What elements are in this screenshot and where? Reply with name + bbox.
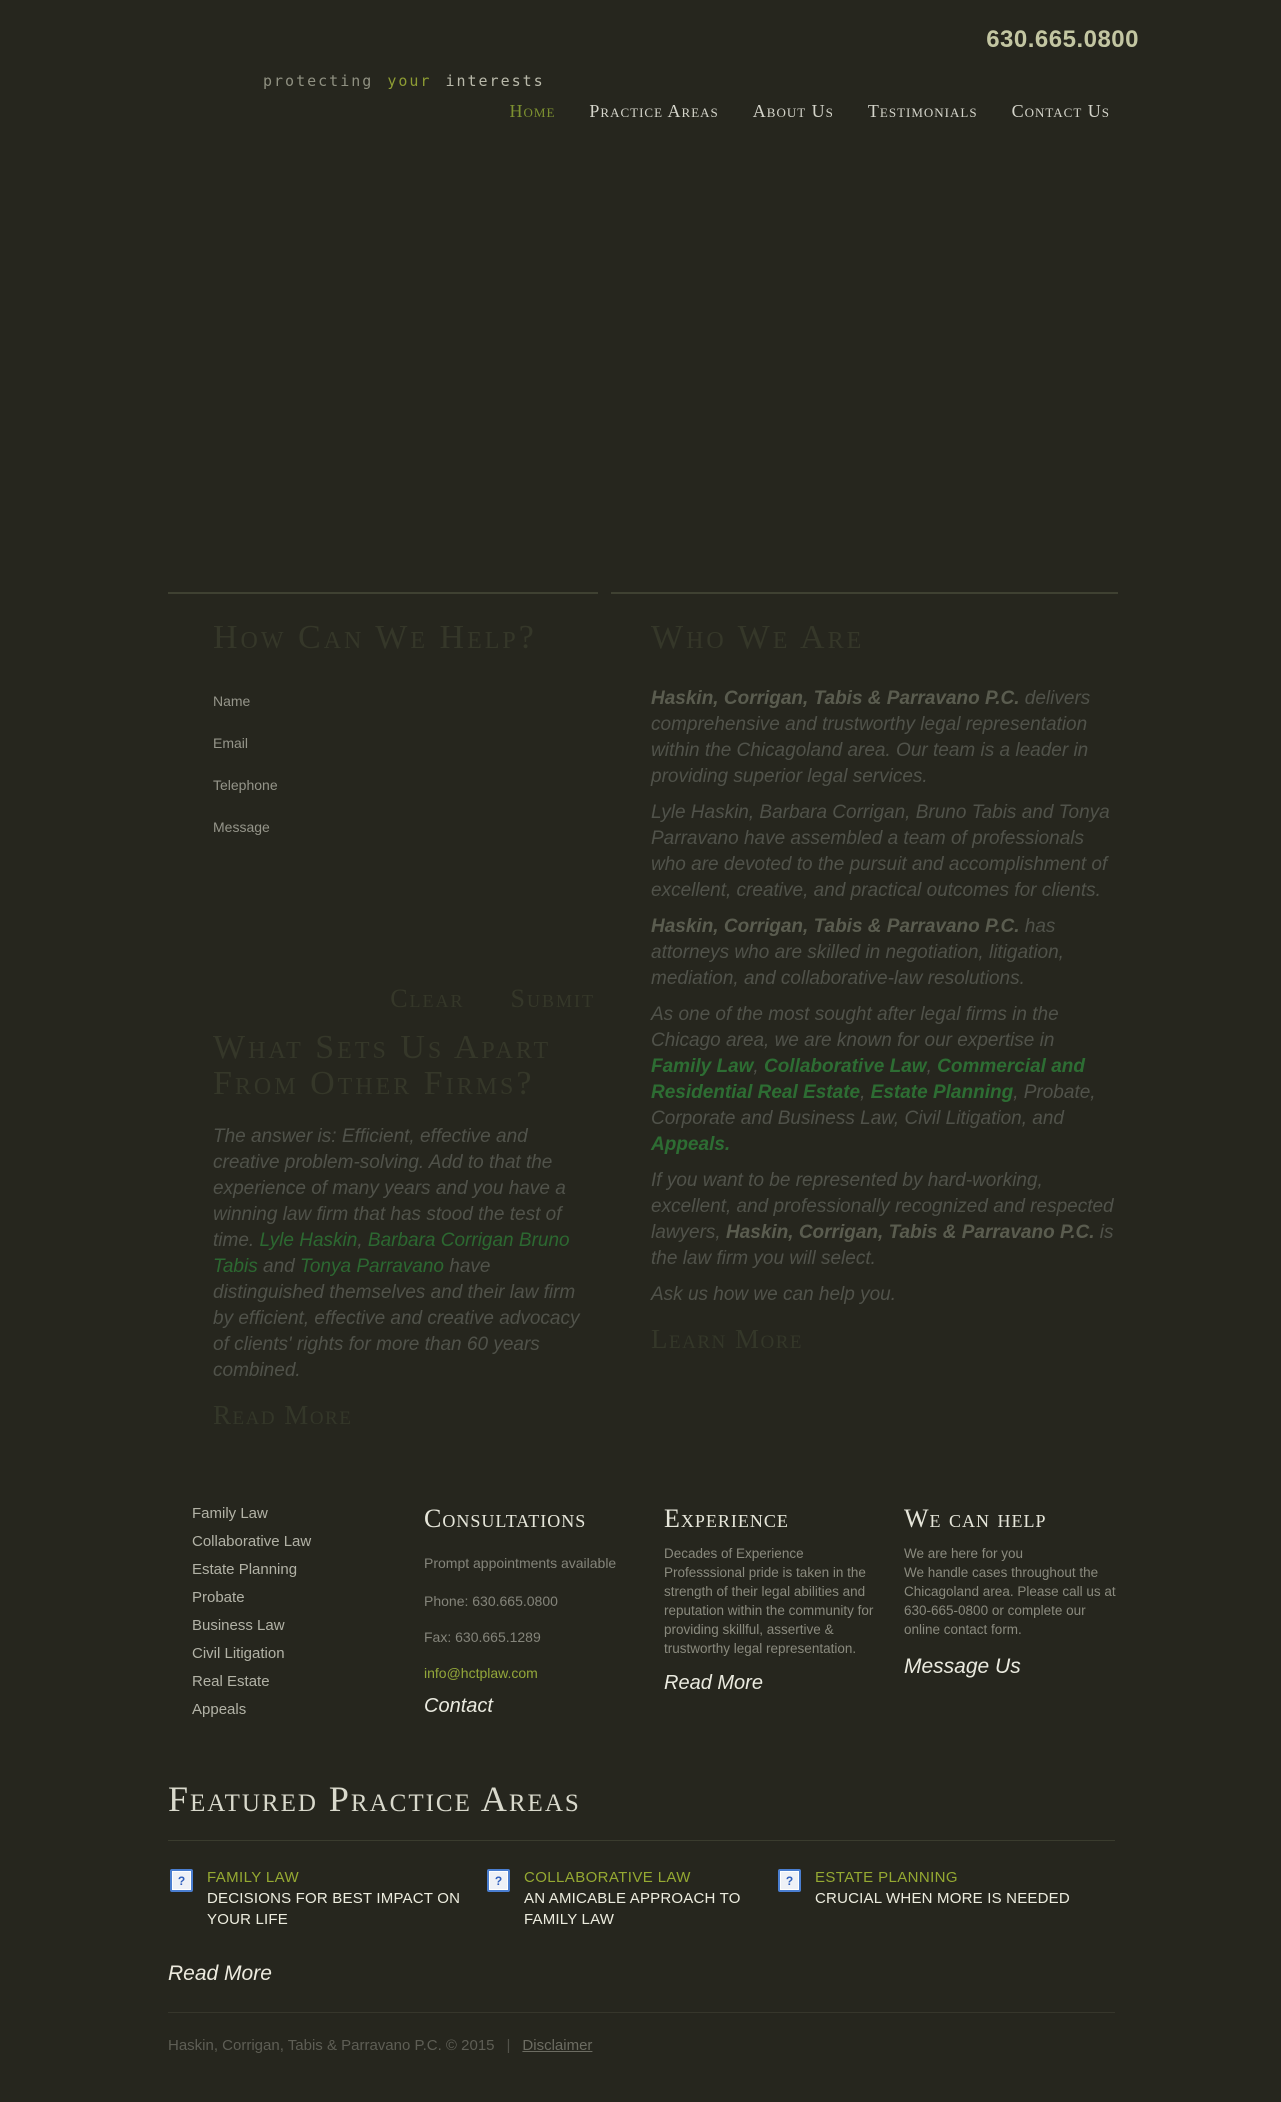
we-can-help-body: We handle cases throughout the Chicagoland area. Please call us at 630-665-0800 or complete our online contact form. bbox=[904, 1565, 1116, 1637]
tagline-word-2: your bbox=[387, 72, 432, 90]
nav-item-home[interactable]: Home bbox=[509, 101, 556, 121]
featured-item-text bbox=[207, 1867, 485, 1930]
footer-link-business-law[interactable]: Business Law bbox=[192, 1617, 285, 1634]
message-label: Message bbox=[213, 819, 270, 835]
lyle-haskin-link[interactable]: Lyle Haskin bbox=[259, 1230, 358, 1251]
family-law-link[interactable]: Family Law bbox=[651, 1056, 754, 1077]
experience-line-1: Decades of Experience bbox=[664, 1546, 804, 1561]
experience-body: Professsional pride is taken in the strength of their legal abilities and reputation within the community for providing skillful, assertive & trustworthy legal representation. bbox=[664, 1565, 874, 1656]
who-paragraph-6 bbox=[651, 1282, 1117, 1308]
left-column-divider bbox=[168, 592, 598, 594]
contact-form-column bbox=[168, 592, 598, 1431]
email-link[interactable]: info@hctplaw.com bbox=[424, 1665, 538, 1681]
text-segment: is the law firm you will select. bbox=[651, 1222, 1114, 1269]
nav-item-practice-areas[interactable]: Practice Areas bbox=[589, 101, 719, 121]
featured-item-text bbox=[524, 1867, 759, 1930]
help-form-title: How Can We Help? bbox=[213, 619, 537, 656]
text-segment: Haskin, Corrigan, Tabis & Parravano P.C. bbox=[651, 688, 1020, 709]
consultations-line: Prompt appointments available bbox=[424, 1555, 617, 1571]
name-field bbox=[213, 692, 595, 734]
experience-read-more-link[interactable]: Read More bbox=[664, 1672, 763, 1694]
barbara-corrigan-bruno-tabis-link[interactable]: Barbara Corrigan Bruno Tabis bbox=[213, 1230, 570, 1277]
consultations-fax: Fax: 630.665.1289 bbox=[424, 1629, 541, 1645]
what-sets-us-apart-paragraph bbox=[213, 1124, 595, 1384]
featured-item-title[interactable]: ESTATE PLANNING bbox=[815, 1869, 958, 1886]
email-label: Email bbox=[213, 735, 249, 751]
featured-item-subtitle: DECISIONS FOR BEST IMPACT ON YOUR LIFE bbox=[207, 1890, 461, 1928]
real-estate-link[interactable]: Commercial and Residential Real Estate bbox=[651, 1056, 1085, 1103]
footer-we-can-help-column bbox=[904, 1500, 1114, 1724]
copyright-text: Haskin, Corrigan, Tabis & Parravano P.C. © 2015 bbox=[168, 2037, 495, 2054]
who-we-are-column bbox=[611, 592, 1118, 1431]
featured-item-title[interactable]: COLLABORATIVE LAW bbox=[524, 1869, 691, 1886]
text-segment: have distinguished themselves and their law firm by efficient, effective and creative advocacy of clients' rights for more than 60 years combined. bbox=[213, 1256, 580, 1381]
email-input[interactable] bbox=[213, 754, 595, 776]
text-segment: Haskin, Corrigan, Tabis & Parravano P.C. bbox=[651, 916, 1020, 937]
tagline bbox=[263, 72, 545, 90]
footer-link-appeals[interactable]: Appeals bbox=[192, 1701, 247, 1718]
message-us-link[interactable]: Message Us bbox=[904, 1655, 1021, 1678]
footer-practice-links bbox=[192, 1500, 424, 1724]
footer-link-probate[interactable]: Probate bbox=[192, 1589, 245, 1606]
who-paragraph-5 bbox=[651, 1168, 1117, 1272]
featured-item-collaborative-law[interactable] bbox=[485, 1867, 776, 1930]
we-can-help-title: We can help bbox=[904, 1504, 1047, 1533]
who-learn-more-link[interactable]: Learn More bbox=[651, 1324, 803, 1354]
text-segment: , bbox=[357, 1230, 368, 1251]
main-content bbox=[168, 592, 1118, 1431]
telephone-label: Telephone bbox=[213, 777, 278, 793]
broken-image-icon bbox=[778, 1869, 801, 1892]
who-paragraph-2 bbox=[651, 800, 1117, 904]
tagline-word-1: protecting bbox=[263, 72, 374, 90]
who-paragraph-4 bbox=[651, 1002, 1117, 1158]
telephone-field bbox=[213, 776, 595, 818]
footer-link-civil-litigation[interactable]: Civil Litigation bbox=[192, 1645, 285, 1662]
broken-image-icon bbox=[170, 1869, 193, 1892]
nav-item-about-us[interactable]: About Us bbox=[752, 101, 834, 121]
contact-link[interactable]: Contact bbox=[424, 1695, 493, 1717]
featured-top-divider bbox=[168, 1840, 1115, 1841]
who-we-are-title: Who We Are bbox=[651, 619, 865, 656]
who-paragraph-1 bbox=[651, 686, 1117, 790]
footer bbox=[168, 1500, 1138, 1724]
tonya-parravano-link[interactable]: Tonya Parravano bbox=[299, 1256, 444, 1277]
form-buttons bbox=[213, 984, 595, 1014]
text-segment: If you want to be represented by hard-working, excellent, and professionally recognized and respected lawyers, bbox=[651, 1170, 1114, 1243]
main-nav bbox=[510, 101, 1110, 122]
featured-item-text bbox=[815, 1867, 1115, 1909]
text-segment: and bbox=[257, 1256, 300, 1277]
disclaimer-link[interactable]: Disclaimer bbox=[522, 2037, 593, 2054]
text-segment: , bbox=[926, 1056, 938, 1077]
featured-practice-areas-section bbox=[168, 1780, 1115, 2054]
footer-link-collaborative-law[interactable]: Collaborative Law bbox=[192, 1533, 312, 1550]
text-segment: , bbox=[753, 1056, 764, 1077]
text-segment: , bbox=[860, 1082, 871, 1103]
footer-link-real-estate[interactable]: Real Estate bbox=[192, 1673, 270, 1690]
appeals-link[interactable]: Appeals. bbox=[651, 1134, 731, 1155]
header-phone-number: 630.665.0800 bbox=[986, 26, 1139, 53]
clear-button[interactable]: Clear bbox=[390, 984, 465, 1013]
we-can-help-text bbox=[904, 1544, 1120, 1639]
right-column-divider bbox=[611, 592, 1118, 594]
hero-region bbox=[0, 135, 1281, 585]
featured-item-title[interactable]: FAMILY LAW bbox=[207, 1869, 300, 1886]
text-segment: has attorneys who are skilled in negotiation, litigation, mediation, and collaborative-law resolutions. bbox=[651, 916, 1064, 989]
email-field bbox=[213, 734, 595, 776]
footer-link-estate-planning[interactable]: Estate Planning bbox=[192, 1561, 298, 1578]
text-segment: , Probate, Corporate and Business Law, Civil Litigation, and bbox=[651, 1082, 1096, 1129]
nav-item-contact-us[interactable]: Contact Us bbox=[1011, 101, 1110, 121]
telephone-input[interactable] bbox=[213, 796, 595, 818]
featured-item-subtitle: CRUCIAL WHEN MORE IS NEEDED bbox=[815, 1890, 1070, 1907]
submit-button[interactable]: Submit bbox=[510, 984, 595, 1013]
featured-item-family-law[interactable] bbox=[168, 1867, 485, 1930]
featured-read-more-link[interactable]: Read More bbox=[168, 1962, 272, 1985]
experience-text bbox=[664, 1544, 880, 1658]
what-sets-us-apart-title: What Sets Us Apart From Other Firms? bbox=[213, 1029, 552, 1102]
message-input[interactable] bbox=[213, 838, 595, 978]
text-segment: Ask us how we can help you. bbox=[651, 1284, 897, 1305]
text-segment: Haskin, Corrigan, Tabis & Parravano P.C. bbox=[725, 1222, 1095, 1243]
consultations-phone: Phone: 630.665.0800 bbox=[424, 1593, 558, 1609]
broken-image-icon bbox=[487, 1869, 510, 1892]
contact-form bbox=[213, 692, 595, 1014]
text-segment: The answer is: Efficient, effective and creative problem-solving. Add to that the experience of many years and you have a winning law firm that has stood the test of time. bbox=[213, 1126, 566, 1251]
footer-consultations-column bbox=[424, 1500, 664, 1724]
footer-link-family-law[interactable]: Family Law bbox=[192, 1505, 268, 1522]
copyright-bar bbox=[168, 2037, 1115, 2054]
featured-item-subtitle: AN AMICABLE APPROACH TO FAMILY LAW bbox=[524, 1890, 741, 1928]
footer-experience-column bbox=[664, 1500, 904, 1724]
tagline-word-3: interests bbox=[445, 72, 545, 90]
footer-divider bbox=[168, 2012, 1115, 2013]
collaborative-law-link[interactable]: Collaborative Law bbox=[763, 1056, 927, 1077]
who-paragraph-3 bbox=[651, 914, 1117, 992]
featured-items bbox=[168, 1867, 1115, 1930]
consultations-title: Consultations bbox=[424, 1504, 587, 1533]
experience-title: Experience bbox=[664, 1504, 789, 1533]
apart-read-more-link[interactable]: Read More bbox=[213, 1400, 353, 1430]
we-can-help-line-1: We are here for you bbox=[904, 1546, 1024, 1561]
text-segment: As one of the most sought after legal firms in the Chicago area, we are known for our expertise in bbox=[651, 1004, 1059, 1051]
nav-item-testimonials[interactable]: Testimonials bbox=[867, 101, 978, 121]
name-label: Name bbox=[213, 693, 251, 709]
featured-item-estate-planning[interactable] bbox=[776, 1867, 1115, 1930]
estate-planning-link[interactable]: Estate Planning bbox=[870, 1082, 1014, 1103]
featured-title: Featured Practice Areas bbox=[168, 1779, 581, 1819]
message-field bbox=[213, 818, 595, 978]
text-segment: Lyle Haskin, Barbara Corrigan, Bruno Tabis and Tonya Parravano have assembled a team of professionals who are devoted to the pursuit and accomplishment of excellent, creative, and practical outcomes for clients. bbox=[651, 802, 1110, 901]
name-input[interactable] bbox=[213, 712, 595, 734]
copyright-separator: | bbox=[506, 2037, 511, 2054]
text-segment: delivers comprehensive and trustworthy legal representation within the Chicagoland area. Our team is a leader in providing superior legal services. bbox=[651, 688, 1091, 787]
